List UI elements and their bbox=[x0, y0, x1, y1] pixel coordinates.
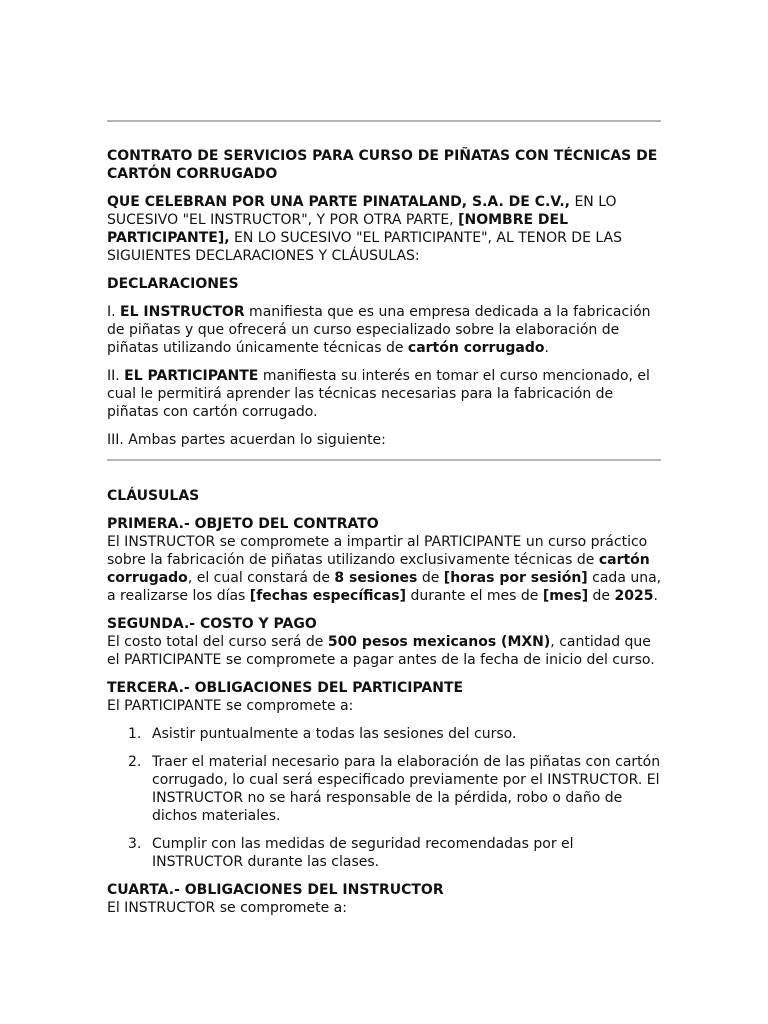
declaracion-2: II. EL PARTICIPANTE manifiesta su interés en tomar el curso mencionado, el cual le permitirá aprender las técnicas necesarias para la fabricación de piñatas con cartón corrugado. bbox=[107, 368, 650, 420]
clausula-primera: PRIMERA.- OBJETO DEL CONTRATO El INSTRUCTOR se compromete a impartir al PARTICIPANTE un curso práctico sobre la fabricación de piñatas utilizando exclusivamente técnicas de cartón corrugado, el cual constará de 8 sesiones de [horas por sesión] cada una, a realizarse los días [fechas específicas] durante el mes de [mes] de 2025. bbox=[107, 516, 662, 604]
intro-paragraph: QUE CELEBRAN POR UNA PARTE PINATALAND, S.A. DE C.V., EN LO SUCESIVO "EL INSTRUCTOR", Y POR OTRA PARTE, [NOMBRE DEL PARTICIPANTE], EN LO SUCESIVO "EL PARTICIPANTE", AL TENOR DE LAS SIGUIENTES DECLARACIONES Y CLÁUSULAS: bbox=[107, 194, 622, 264]
clausula-tercera: TERCERA.- OBLIGACIONES DEL PARTICIPANTE El PARTICIPANTE se compromete a: bbox=[107, 680, 464, 714]
clausula-cuarta: CUARTA.- OBLIGACIONES DEL INSTRUCTOR El INSTRUCTOR se compromete a: bbox=[107, 882, 444, 916]
document-page: CONTRATO DE SERVICIOS PARA CURSO DE PIÑATAS CON TÉCNICAS DE CARTÓN CORRUGADO QUE CELEBRAN POR UNA PARTE PINATALAND, S.A. DE C.V., EN LO SUCESIVO "EL INSTRUCTOR", Y POR OTRA PARTE, [NOMBRE DEL PARTICIPANTE], EN LO SUCESIVO "EL PARTICIPANTE", AL TENOR DE LAS SIGUIENTES DECLARACIONES Y CLÁUSULAS: DECLARACIONES I. EL INSTRUCTOR manifiesta que es una empresa dedicada a la fabricación de piñatas y que ofrecerá un curso especializado sobre la elaboración de piñatas utilizando únicamente técnicas de cartón corrugado. II. EL PARTICIPANTE manifiesta su interés en tomar el curso mencionado, el cual le permitirá aprender las técnicas necesarias para la fabricación de piñatas con cartón corrugado. III. Ambas partes acuerdan lo siguiente: CLÁUSULAS PRIMERA.- OBJETO DEL CONTRATO El INSTRUCTOR se compromete a impartir al PARTICIPANTE un curso práctico sobre la fabricación de piñatas utilizando exclusivamente técnicas de cartón corrugado, el cual constará de 8 sesiones de [horas por sesión] cada una, a realizarse los días [fechas específicas] durante el mes de [mes] de 2025. SEGUNDA.- COSTO Y PAGO El costo total del curso será de 500 pesos mexicanos (MXN), cantidad que el PARTICIPANTE se compromete a pagar antes de la fecha de inicio del curso. TERCERA.- OBLIGACIONES DEL PARTICIPANTE El PARTICIPANTE se compromete a: 1. Asistir puntualmente a todas las sesiones del curso. 2. Traer el material necesario para la elaboración de las piñatas con cartón corrugado, lo cual será especificado previamente por el INSTRUCTOR. El INSTRUCTOR no se hará responsable de la pérdida, robo o daño de dichos materiales. 3. Cumplir con las medidas de seguridad recomendadas por el INSTRUCTOR durante las clases. CUARTA.- OBLIGACIONES DEL INSTRUCTOR El INSTRUCTOR se compromete a: bbox=[0, 0, 768, 1024]
clausulas-heading: CLÁUSULAS bbox=[107, 488, 200, 504]
top-divider bbox=[107, 120, 661, 122]
middle-divider bbox=[107, 459, 661, 461]
contract-title: CONTRATO DE SERVICIOS PARA CURSO DE PIÑATAS CON TÉCNICAS DE CARTÓN CORRUGADO bbox=[107, 148, 658, 182]
declaracion-3: III. Ambas partes acuerdan lo siguiente: bbox=[107, 432, 386, 448]
declaracion-1: I. EL INSTRUCTOR manifiesta que es una empresa dedicada a la fabricación de piñatas y que ofrecerá un curso especializado sobre la elaboración de piñatas utilizando únicamente técnicas de cartón corrugado. bbox=[107, 304, 651, 356]
clausula-segunda: SEGUNDA.- COSTO Y PAGO El costo total del curso será de 500 pesos mexicanos (MXN), cantidad que el PARTICIPANTE se compromete a pagar antes de la fecha de inicio del curso. bbox=[107, 616, 655, 668]
declaraciones-heading: DECLARACIONES bbox=[107, 276, 239, 292]
